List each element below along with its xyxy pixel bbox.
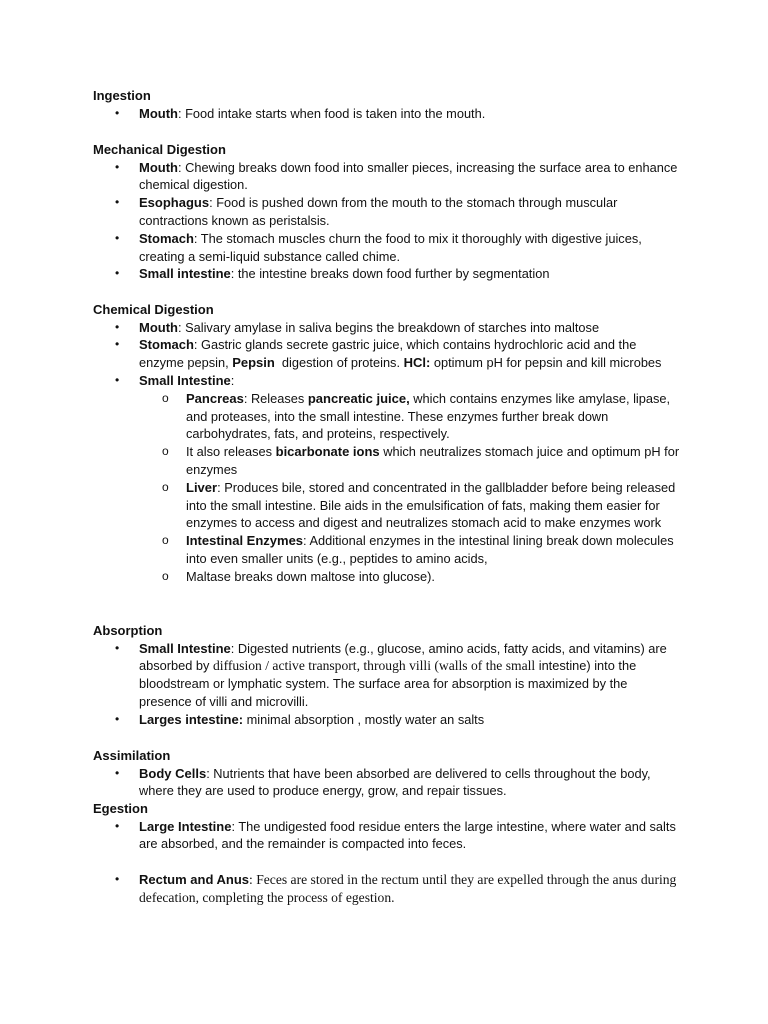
circle-bullet-icon: o xyxy=(162,390,169,405)
item-text: digestion of proteins. xyxy=(274,355,404,371)
list-item xyxy=(93,818,683,854)
chemical-digestion-section xyxy=(93,301,683,586)
term: HCl: xyxy=(403,355,431,371)
absorption-heading: Absorption xyxy=(93,623,163,638)
circle-bullet-icon: o xyxy=(162,444,169,459)
term: Large Intestine xyxy=(139,818,232,834)
bullet-icon: • xyxy=(115,195,120,210)
mechanical-heading: Mechanical Digestion xyxy=(93,142,226,157)
bullet-icon: • xyxy=(115,159,120,174)
egestion-heading: Egestion xyxy=(93,801,148,816)
spacer xyxy=(93,853,683,871)
list-item xyxy=(93,265,683,283)
bullet-icon: • xyxy=(115,871,120,886)
term: Intestinal Enzymes xyxy=(186,533,304,549)
ingestion-heading: Ingestion xyxy=(93,88,151,103)
term: Small intestine xyxy=(139,266,231,282)
item-text: : Additional enzymes in the intestinal lining break down molecules into even smaller units (e.g., peptides to amino acids, xyxy=(186,533,674,566)
item-text: Maltase breaks down maltose into glucose). xyxy=(186,568,435,584)
item-text: : Produces bile, stored and concentrated in the gallbladder before being released into the small intestine. Bile aids in the emulsification of fats, making them easier for enzymes to access and digest and neutralizes stomach acid to make enzymes work xyxy=(186,479,676,531)
item-text: : Releases xyxy=(243,390,308,406)
list-item xyxy=(93,336,683,372)
circle-bullet-icon: o xyxy=(162,568,169,583)
item-text: : xyxy=(230,372,235,388)
list-item xyxy=(93,194,683,230)
list-item xyxy=(93,871,683,907)
list-item xyxy=(93,372,683,390)
term: Stomach xyxy=(139,230,194,246)
mechanical-digestion-section xyxy=(93,141,683,283)
item-text: : Digested nutrients (e.g., glucose, amino acids, fatty acids, and vitamins) are absorbed by xyxy=(139,640,667,674)
bullet-icon: • xyxy=(115,640,120,655)
bullet-icon: • xyxy=(115,105,120,120)
assimilation-section xyxy=(93,747,683,800)
absorption-section xyxy=(93,622,683,729)
term: bicarbonate ions xyxy=(275,444,380,460)
item-text: : Food is pushed down from the mouth to the stomach through muscular contractions known as peristalsis. xyxy=(139,195,618,228)
item-text: which contains enzymes like amylase, lipase, and proteases, into the small intestine. These enzymes further break down carbohydrates, fats, and proteins, respectively. xyxy=(186,390,671,442)
item-text: minimal absorption , mostly water an salts xyxy=(243,711,485,727)
bullet-icon: • xyxy=(115,818,120,833)
bullet-icon: • xyxy=(115,372,120,387)
item-text: : Chewing breaks down food into smaller pieces, increasing the surface area to enhance chemical digestion. xyxy=(139,159,678,193)
bullet-icon: • xyxy=(115,319,120,334)
term: Esophagus xyxy=(139,195,210,211)
chemical-heading: Chemical Digestion xyxy=(93,302,214,317)
item-text: : Nutrients that have been absorbed are delivered to cells throughout the body, where they are used to produce energy, grow, and repair tissues. xyxy=(139,765,651,799)
item-text: It also releases xyxy=(186,444,276,460)
bullet-icon: • xyxy=(115,711,120,726)
bullet-icon: • xyxy=(115,337,120,352)
ingestion-section xyxy=(93,87,683,122)
bullet-icon: • xyxy=(115,765,120,780)
term: Mouth xyxy=(139,159,178,175)
list-item xyxy=(93,159,683,195)
item-text: optimum pH for pepsin and kill microbes xyxy=(430,355,662,371)
item-text: : Salivary amylase in saliva begins the breakdown of starches into maltose xyxy=(177,319,600,335)
item-text: : Food intake starts when food is taken into the mouth. xyxy=(177,105,486,121)
sub-list-item xyxy=(93,479,683,532)
term: pancreatic juice, xyxy=(307,390,410,406)
circle-bullet-icon: o xyxy=(162,533,169,548)
term: Pepsin xyxy=(232,355,275,371)
sub-list-item xyxy=(93,532,683,568)
item-text: : Feces are stored in the rectum until they are expelled through the anus during defecation, completing the process of egestion. xyxy=(139,871,677,905)
term: Small Intestine xyxy=(139,640,231,656)
list-item xyxy=(93,105,683,123)
bullet-icon: • xyxy=(115,266,120,281)
list-item xyxy=(93,765,683,801)
term: Liver xyxy=(186,479,218,495)
term: Larges intestine: xyxy=(139,711,244,727)
item-text: which neutralizes stomach juice and optimum pH for enzymes xyxy=(186,444,680,477)
term: Rectum and Anus xyxy=(139,871,250,887)
sub-list-item xyxy=(93,390,683,443)
term: Stomach xyxy=(139,337,194,353)
sub-list-item xyxy=(93,568,683,586)
assimilation-heading: Assimilation xyxy=(93,748,171,763)
list-item xyxy=(93,640,683,711)
term: Mouth xyxy=(139,319,178,335)
list-item xyxy=(93,711,683,729)
term: Pancreas xyxy=(186,390,244,406)
item-text: : Gastric glands secrete gastric juice, which contains hydrochloric acid and the enzyme pepsin, xyxy=(139,337,637,371)
term: Small Intestine xyxy=(139,372,231,388)
item-text: : The stomach muscles churn the food to mix it thoroughly with digestive juices, creating a semi-liquid substance called chime. xyxy=(139,230,642,264)
term: Mouth xyxy=(139,105,178,121)
sub-list-item xyxy=(93,443,683,479)
list-item xyxy=(93,319,683,337)
item-text: intestine) into the bloodstream or lymphatic system. The surface area for absorption is maximized by the presence of villi and microvilli. xyxy=(139,658,637,709)
item-text: diffusion / active transport, through villi (walls of the small xyxy=(213,658,536,674)
item-text: : The undigested food residue enters the large intestine, where water and salts are absorbed, and the remainder is compacted into feces. xyxy=(139,818,676,852)
egestion-section xyxy=(93,800,683,907)
bullet-icon: • xyxy=(115,230,120,245)
circle-bullet-icon: o xyxy=(162,479,169,494)
list-item xyxy=(93,230,683,266)
term: Body Cells xyxy=(139,765,207,781)
item-text: : the intestine breaks down food further by segmentation xyxy=(230,266,550,282)
